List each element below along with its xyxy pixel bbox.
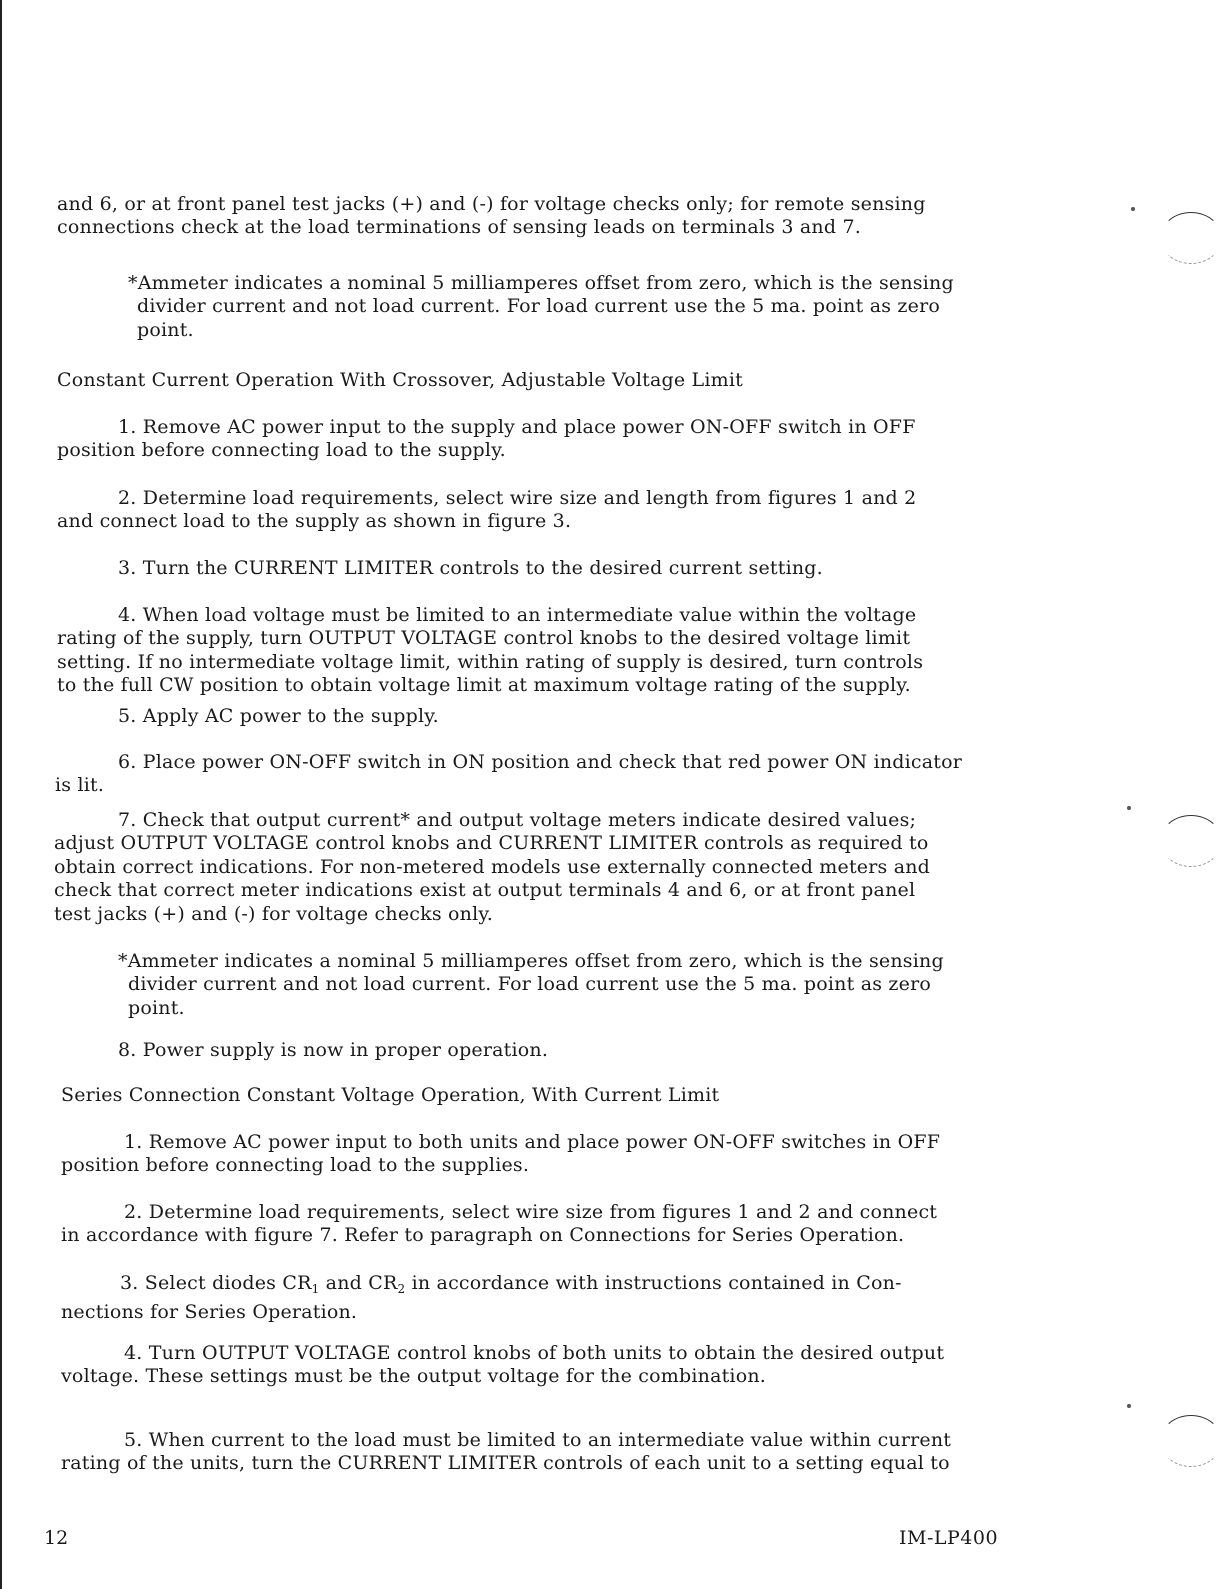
text-line: 6. Place power ON-OFF switch in ON position and check that red power ON indicator [118,751,963,773]
page-number: 12 [44,1527,69,1549]
series-step-5 [61,1429,951,1476]
text-line: 5. Apply AC power to the supply. [118,705,439,727]
document-id: IM-LP400 [899,1527,999,1549]
text-line: 2. Determine load requirements, select wire size and length from figures 1 and 2 [118,487,917,509]
text-line: 1. Remove AC power input to the supply and place power ON-OFF switch in OFF [118,416,916,438]
text-line: position before connecting load to the supply. [57,439,506,462]
text-line: to the full CW position to obtain voltage limit at maximum voltage rating of the supply. [57,674,911,697]
section-heading-series-connection [61,1084,719,1107]
series-step-2 [61,1201,937,1248]
text-line: check that correct meter indications exist at output terminals 4 and 6, or at front panel [54,879,916,902]
text-line: point. [128,996,185,1019]
heading-text: Series Connection Constant Voltage Operation, With Current Limit [61,1084,720,1106]
cc-step-6 [55,751,962,798]
intro-paragraph [57,193,926,240]
series-step-3 [61,1272,902,1325]
binder-hole-top [1160,212,1222,264]
series-step-1 [61,1131,940,1178]
scan-speck [1127,806,1131,810]
text-line: divider current and not load current. For load current use the 5 ma. point as zero [128,973,931,996]
text-line: test jacks (+) and (-) for voltage checks only. [54,902,494,925]
text-line: nections for Series Operation. [61,1301,358,1324]
cc-step-4 [57,604,923,698]
text-line: and 6, or at front panel test jacks (+) and (-) for voltage checks only; for remote sensing [57,193,926,215]
text-line: *Ammeter indicates a nominal 5 milliamperes offset from zero, which is the sensing [118,950,944,972]
series-step-4 [61,1342,944,1389]
text-line: 2. Determine load requirements, select wire size from figures 1 and 2 and connect [124,1201,938,1223]
text-line: setting. If no intermediate voltage limit, within rating of supply is desired, turn controls [57,650,924,673]
ammeter-note-1 [128,272,954,342]
text-line: 3. Turn the CURRENT LIMITER controls to the desired current setting. [118,557,823,579]
cc-step-5 [57,705,439,728]
text-line [61,1272,902,1301]
text-line: point. [137,318,194,341]
text-line: 7. Check that output current* and output voltage meters indicate desired values; [118,809,917,831]
text-line: and connect load to the supply as shown in figure 3. [57,510,572,533]
cc-step-2 [57,487,916,534]
page-left-edge [0,0,2,1589]
text-line: position before connecting load to the supplies. [61,1154,530,1177]
subscript-1: 1 [311,1282,320,1296]
text-line: rating of the units, turn the CURRENT LIMITER controls of each unit to a setting equal to [61,1452,950,1475]
text-line: 8. Power supply is now in proper operation. [118,1039,549,1061]
cc-step-7 [54,809,930,926]
text-line: connections check at the load terminations of sensing leads on terminals 3 and 7. [57,216,861,239]
text-line: is lit. [55,774,105,797]
section-heading-constant-current [57,369,743,392]
text-line: in accordance with figure 7. Refer to paragraph on Connections for Series Operation. [61,1224,905,1247]
step3-prefix: 3. Select diodes CR [120,1272,312,1294]
binder-hole-middle [1160,815,1222,867]
text-line: rating of the supply, turn OUTPUT VOLTAGE control knobs to the desired voltage limit [57,627,911,650]
text-line: obtain correct indications. For non-metered models use externally connected meters and [54,855,931,878]
cc-step-8 [118,1039,548,1062]
text-line: *Ammeter indicates a nominal 5 milliamperes offset from zero, which is the sensing [128,272,954,294]
text-line: 1. Remove AC power input to both units and place power ON-OFF switches in OFF [124,1131,941,1153]
text-line: 4. Turn OUTPUT VOLTAGE control knobs of both units to obtain the desired output [124,1342,945,1364]
step3-suffix: in accordance with instructions contained in Con- [405,1272,902,1294]
step3-mid: and CR [319,1272,398,1294]
cc-step-3 [57,557,823,580]
text-line: divider current and not load current. For load current use the 5 ma. point as zero [137,295,940,318]
text-line: 5. When current to the load must be limited to an intermediate value within current [124,1429,952,1451]
cc-step-1 [57,416,916,463]
subscript-2: 2 [397,1282,406,1296]
scan-speck [1127,1404,1131,1408]
scan-speck [1131,207,1135,211]
binder-hole-bottom [1160,1415,1222,1467]
heading-text: Constant Current Operation With Crossover, Adjustable Voltage Limit [57,369,743,391]
text-line: 4. When load voltage must be limited to an intermediate value within the voltage [118,604,917,626]
ammeter-note-2 [118,950,944,1020]
text-line: adjust OUTPUT VOLTAGE control knobs and CURRENT LIMITER controls as required to [54,832,929,855]
text-line: voltage. These settings must be the output voltage for the combination. [61,1365,767,1388]
